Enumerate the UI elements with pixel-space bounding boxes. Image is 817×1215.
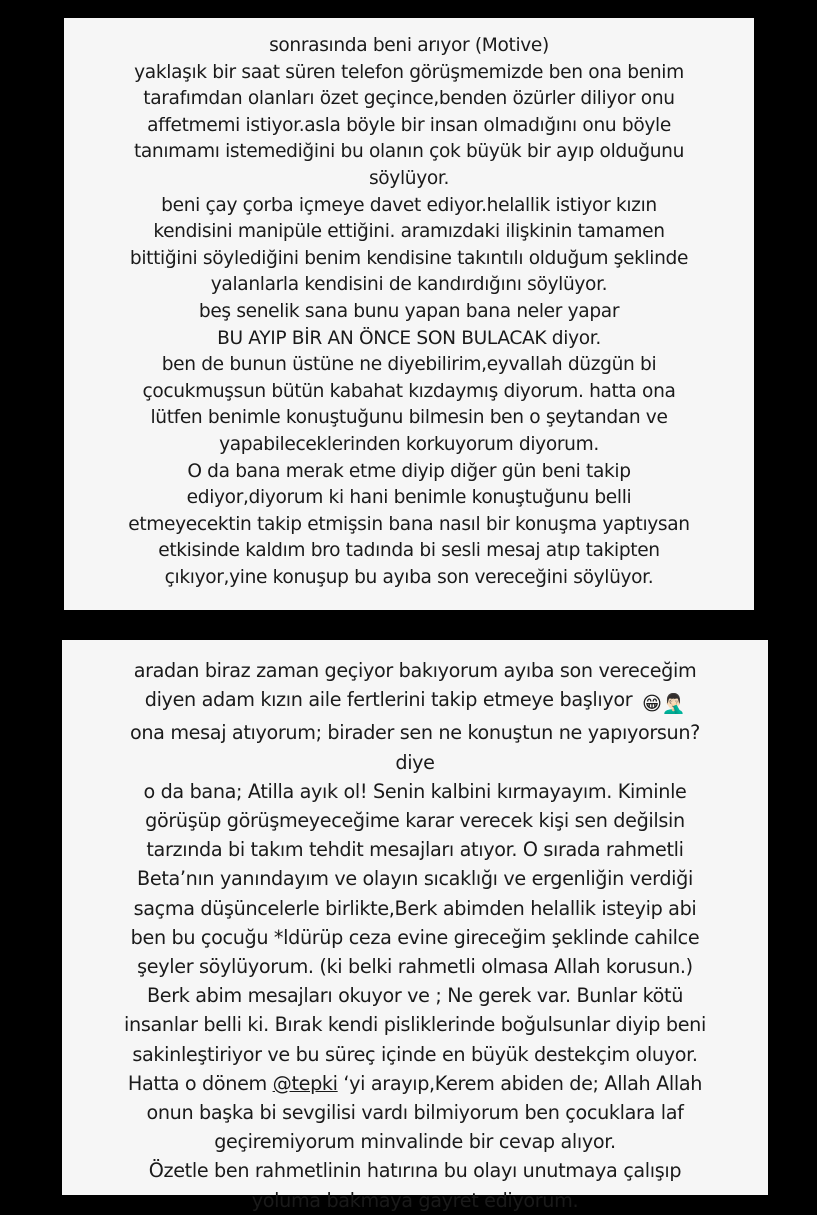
text-line: yapabileceklerinden korkuyorum diyorum. xyxy=(219,433,599,455)
text-line: tarzında bi takım tehdit mesajları atıyor. O sırada rahmetli xyxy=(146,838,684,862)
story-text-card-2 xyxy=(62,640,768,1212)
text-line: bittiğini söylediğini benim kendisine takıntılı olduğum şeklinde xyxy=(129,247,689,269)
text-line: Berk abim mesajları okuyor ve ; Ne gerek var. Bunlar kötü xyxy=(146,984,684,1008)
story-text-card-1 xyxy=(64,18,754,610)
text-line: şeyler söylüyorum. (ki belki rahmetli olmasa Allah korusun.) xyxy=(137,955,693,979)
text-line: insanlar belli ki. Bırak kendi pisliklerinde boğulsunlar diyip beni xyxy=(124,1013,706,1037)
text-line: beş senelik sana bunu yapan bana neler yapar xyxy=(198,300,620,322)
text-line: beni çay çorba içmeye davet ediyor.helallik istiyor kızın xyxy=(161,194,657,216)
text-line-with-mention xyxy=(68,1069,762,1098)
text-line: aradan biraz zaman geçiyor bakıyorum ayıba son vereceğim xyxy=(133,659,697,682)
text-line: sakinleştiriyor ve bu süreç içinde en büyük destekçim oluyor. xyxy=(132,1042,698,1066)
text-line: tarafımdan olanları özet geçince,benden özürler diliyor onu xyxy=(143,88,675,110)
text-line: tanımamı istemediğini bu olanın çok büyük bir ayıp olduğunu xyxy=(133,141,685,163)
text-line: geçiremiyorum minvalinde bir cevap alıyor. xyxy=(214,1130,616,1154)
text-line: ediyor,diyorum ki hani benimle konuştuğunu belli xyxy=(186,487,632,509)
text-line: sonrasında beni arıyor (Motive) xyxy=(269,35,549,56)
text-segment: Hatta o dönem xyxy=(127,1071,273,1095)
text-line: onun başka bi sevgilisi vardı bilmiyorum ben çocuklara laf xyxy=(146,1101,684,1125)
text-line: Beta’nın yanındayım ve olayın sıcaklığı ve ergenliğin verdiği xyxy=(137,867,693,891)
text-line: söylüyor. xyxy=(368,167,450,189)
grin-facepalm-emoji-icon: 😁🤦🏻‍♂️ xyxy=(642,692,686,716)
text-line: diye xyxy=(395,750,435,774)
text-line: Özetle ben rahmetlinin hatırına bu olayı unutmaya çalışıp xyxy=(148,1159,682,1183)
text-line: ben bu çocuğu *ldürüp ceza evine gireceğim şeklinde cahilce xyxy=(130,925,700,949)
text-line: yalanlarla kendisini de kandırdığını söylüyor. xyxy=(210,274,608,296)
text-line-with-emoji xyxy=(68,685,762,718)
text-line: lütfen benimle konuştuğunu bilmesin ben o şeytandan ve xyxy=(150,407,668,429)
text-line: yaklaşık bir saat süren telefon görüşmemizde ben ona benim xyxy=(134,61,684,83)
text-segment: diyen adam kızın aile fertlerini takip etmeye başlıyor xyxy=(144,688,633,712)
text-line: O da bana merak etme diyip diğer gün beni takip xyxy=(187,460,631,482)
text-segment: ‘yi arayıp,Kerem abiden de; Allah Allah xyxy=(337,1071,703,1095)
text-line: o da bana; Atilla ayık ol! Senin kalbini kırmayayım. Kiminle xyxy=(143,779,687,803)
text-line: saçma düşüncelerle birlikte,Berk abimden helallik isteyip abi xyxy=(133,896,697,920)
text-line: çıkıyor,yine konuşup bu ayıba son vereceğini söylüyor. xyxy=(164,566,654,588)
text-line: etkisinde kaldım bro tadında bi sesli mesaj atıp takipten xyxy=(158,540,660,562)
text-line: affetmemi istiyor.asla böyle bir insan olmadığını onu böyle xyxy=(147,114,671,136)
text-line: kendisini manipüle ettiğini. aramızdaki ilişkinin tamamen xyxy=(153,221,665,243)
text-line: ben de bunun üstüne ne diyebilirim,eyvallah düzgün bi xyxy=(161,354,657,376)
text-line: ona mesaj atıyorum; birader sen ne konuştun ne yapıyorsun? xyxy=(129,721,700,745)
user-mention-link[interactable]: @tepki xyxy=(272,1071,338,1095)
text-line: yoluma bakmaya gayret ediyorum. xyxy=(251,1188,579,1212)
text-line: etmeyecektin takip etmişsin bana nasıl bir konuşma yaptıysan xyxy=(128,513,690,535)
text-line: çocukmuşsun bütün kabahat kızdaymış diyorum. hatta ona xyxy=(142,380,676,402)
text-line: BU AYIP BİR AN ÖNCE SON BULACAK diyor. xyxy=(217,327,601,349)
text-line: görüşüp görüşmeyeceğime karar verecek kişi sen değilsin xyxy=(145,809,685,833)
